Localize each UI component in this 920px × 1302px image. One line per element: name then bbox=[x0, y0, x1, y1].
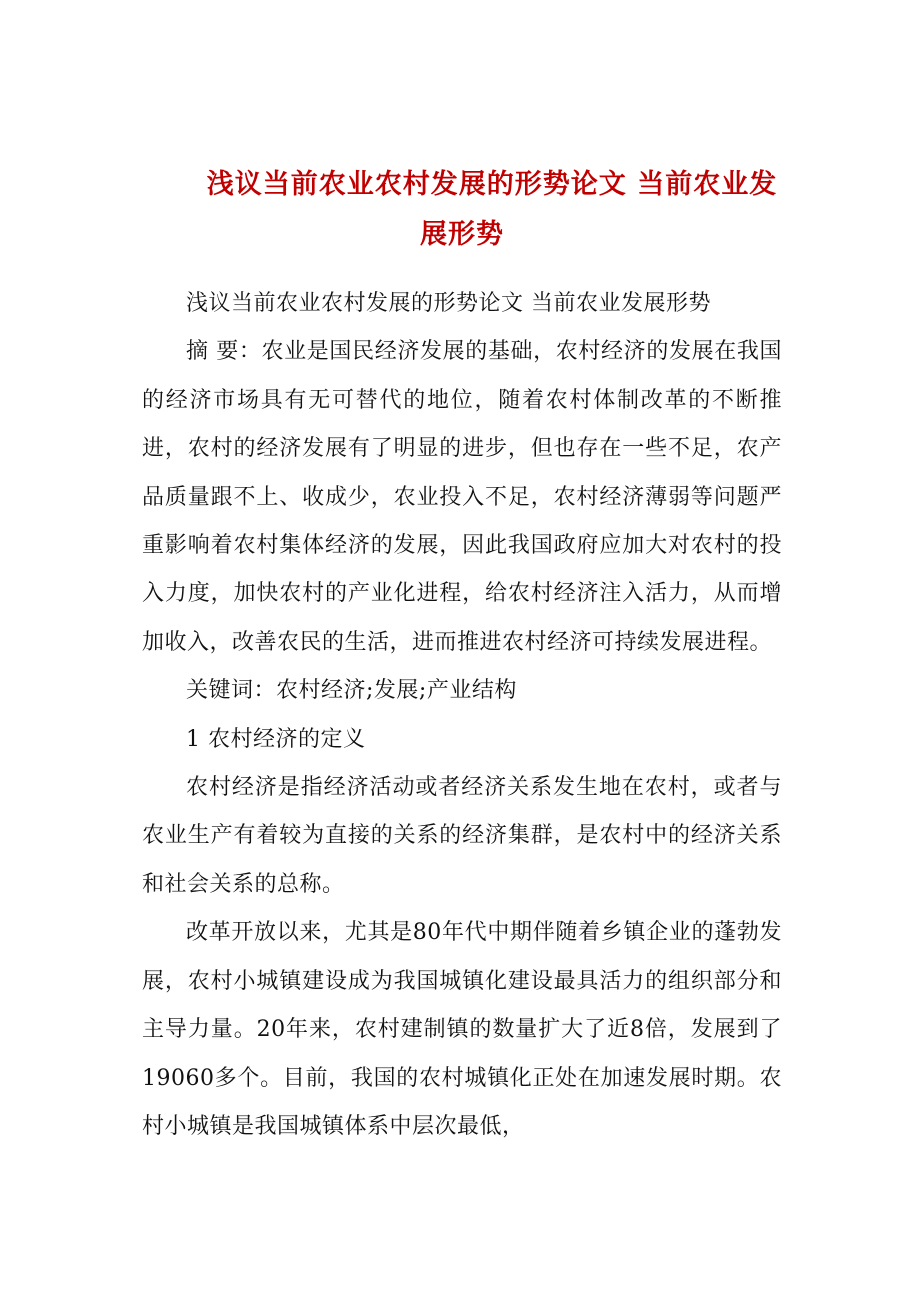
document-title bbox=[142, 160, 782, 260]
document-body bbox=[142, 280, 782, 1151]
paragraph-keywords: 关键词：农村经济;发展;产业结构 bbox=[186, 678, 517, 704]
section-heading-1: 1 农村经济的定义 bbox=[186, 726, 366, 752]
title-line-2: 展形势 bbox=[420, 219, 504, 250]
title-line-1: 浅议当前农业农村发展的形势论文 当前农业发 bbox=[206, 169, 778, 200]
paragraph-definition: 农村经济是指经济活动或者经济关系发生地在农村，或者与农业生产有着较为直接的关系的经济集群，是农村中的经济关系和社会关系的总称。 bbox=[142, 775, 782, 897]
paragraph-abstract: 摘 要：农业是国民经济发展的基础，农村经济的发展在我国的经济市场具有无可替代的地位，随着农村体制改革的不断推进，农村的经济发展有了明显的进步，但也存在一些不足，农产品质量跟不上、收成少，农业投入不足，农村经济薄弱等问题严重影响着农村集体经济的发展，因此我国政府应加大对农村的投入力度，加快农村的产业化进程，给农村经济注入活力，从而增加收入，改善农民的生活，进而推进农村经济可持续发展进程。 bbox=[142, 339, 782, 655]
paragraph-subtitle: 浅议当前农业农村发展的形势论文 当前农业发展形势 bbox=[186, 291, 711, 316]
paragraph-reform: 改革开放以来，尤其是80年代中期伴随着乡镇企业的蓬勃发展，农村小城镇建设成为我国城镇化建设最具活力的组织部分和主导力量。20年来，农村建制镇的数量扩大了近8倍，发展到了19060多个。目前，我国的农村城镇化正处在加速发展时期。农村小城镇是我国城镇体系中层次最低， bbox=[142, 920, 782, 1139]
